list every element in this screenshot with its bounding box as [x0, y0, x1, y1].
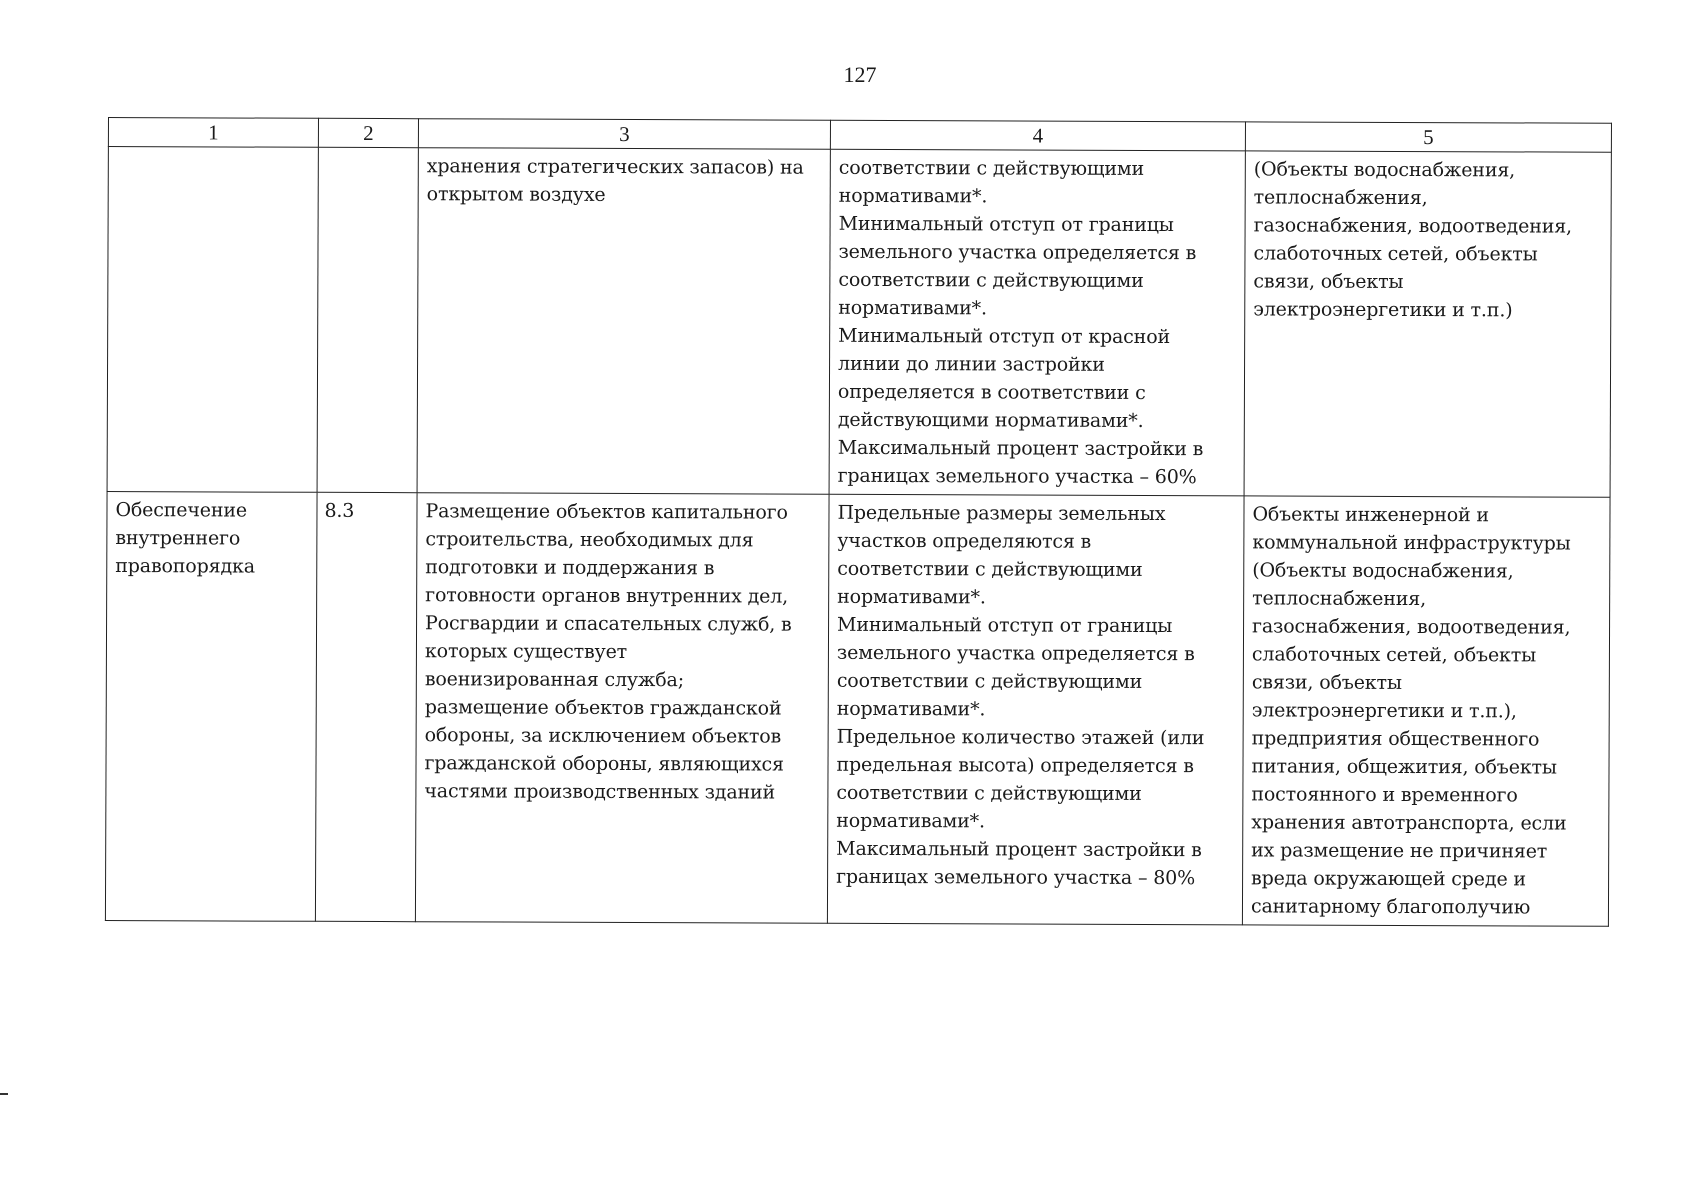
use-parameters: Предельные размеры земельных участков определяются в соответствии с действующими нормативами*. Минимальный отступ от границы земельного участка определяется в соответствии с действующими нормативами*. Предельное количество этажей (или предельная высота) определяется в соответствии с действующими нормативами*. Максимальный процент застройки в границах земельного участка – 80%: [836, 501, 1205, 890]
column-number: 3: [418, 119, 830, 150]
use-name-cell: [107, 147, 318, 493]
land-use-table: [105, 117, 1612, 927]
column-number: 4: [830, 120, 1245, 151]
use-description: хранения стратегических запасов) на открытом воздухе: [426, 155, 804, 206]
use-parameters: соответствии с действующими нормативами*. Минимальный отступ от границы земельного участка определяется в соответствии с действующими нормативами*. Минимальный отступ от красной линии до линии застройки определяется в соответствии с действующими нормативами*. Максимальный процент застройки в границах земельного участка – 60%: [837, 156, 1204, 489]
use-description-cell: [417, 148, 830, 495]
use-name-cell: [105, 491, 317, 921]
table-row: [107, 147, 1611, 498]
use-description: Размещение объектов капитального строительства, необходимых для подготовки и поддержания в готовности органов внутренних дел, Росгвардии и спасательных служб, в которых существует военизированная служба; размещение объектов гражданской обороны, за исключением объектов гражданской обороны, являющихся частями производственных зданий: [424, 500, 792, 804]
auxiliary-uses: Объекты инженерной и коммунальной инфраструктуры (Объекты водоснабжения, теплоснабжения, газоснабжения, водоотведения, слаботочных сетей, объекты связи, объекты электроэнергетики и т.п.), предприятия общественного питания, общежития, объекты постоянного и временного хранения автотранспорта, если их размещение не причиняет вреда окружающей среде и санитарному благополучию: [1250, 503, 1571, 919]
column-number: 1: [108, 118, 318, 148]
auxiliary-uses-cell: [1242, 496, 1610, 926]
table-row: [105, 491, 1610, 926]
column-number: 2: [318, 118, 418, 147]
scan-margin-mark: [0, 1093, 8, 1095]
use-parameters-cell: [827, 494, 1244, 925]
use-code-cell: [315, 492, 417, 921]
use-code: 8.3: [324, 499, 355, 522]
auxiliary-uses-cell: [1244, 151, 1611, 497]
use-name: Обеспечение внутреннего правопорядка: [115, 499, 255, 578]
auxiliary-uses: (Объекты водоснабжения, теплоснабжения, газоснабжения, водоотведения, слаботочных сетей, объекты связи, объекты электроэнергетики и т.п.): [1253, 158, 1573, 322]
use-name: [109, 147, 318, 156]
use-description-cell: [415, 493, 829, 924]
use-code-cell: [317, 147, 418, 492]
use-code: [319, 148, 418, 156]
use-parameters-cell: [829, 149, 1245, 496]
page-number: 127: [843, 62, 877, 87]
column-number: 5: [1245, 122, 1611, 152]
